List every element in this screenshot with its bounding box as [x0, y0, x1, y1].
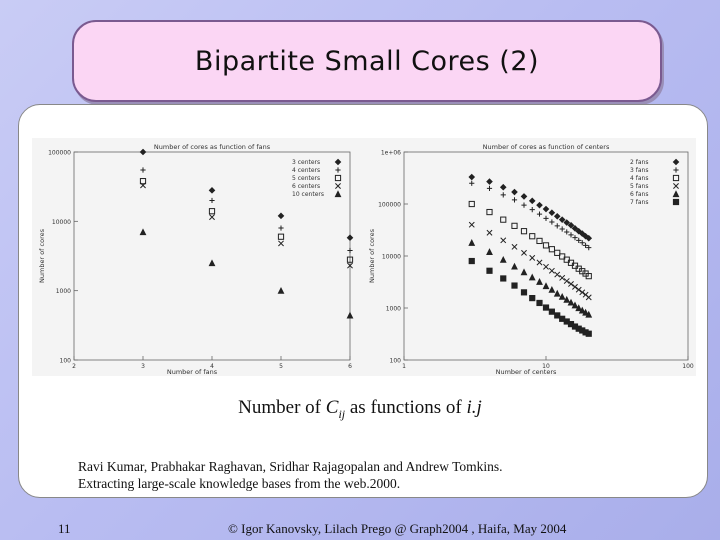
legend-label: 3 centers [292, 159, 321, 166]
data-point [521, 290, 526, 295]
y-tick-label: 1000 [55, 288, 71, 296]
x-axis-label: Number of centers [495, 368, 557, 376]
y-tick-label: 100000 [48, 149, 71, 157]
legend-marker [673, 199, 678, 204]
x-axis-label: Number of fans [166, 368, 218, 376]
legend-label: 4 centers [292, 167, 321, 174]
legend-label: 7 fans [630, 199, 649, 206]
data-point [512, 283, 517, 288]
footer-credit: © Igor Kanovsky, Lilach Prego @ Graph2004 , Haifa, May 2004 [228, 521, 567, 536]
y-tick-label: 1000 [385, 305, 401, 313]
slide-title: Bipartite Small Cores (2) [194, 45, 540, 77]
legend-label: 4 fans [630, 175, 649, 182]
legend-label: 10 centers [292, 191, 324, 198]
x-tick-label: 1 [402, 363, 406, 370]
data-point [555, 313, 560, 318]
data-point [549, 309, 554, 314]
x-tick-label: 4 [210, 363, 214, 370]
legend-label: 3 fans [630, 167, 649, 174]
y-tick-label: 1e+06 [380, 149, 401, 157]
data-point [530, 296, 535, 301]
legend-label: 5 centers [292, 175, 321, 182]
reference-citation [78, 458, 503, 492]
caption-tail: i.j [466, 397, 482, 418]
y-tick-label: 10000 [51, 218, 71, 226]
x-tick-label: 2 [72, 363, 76, 370]
figure-charts [32, 138, 696, 376]
legend-label: 6 centers [292, 183, 321, 190]
y-axis-label: Number of cores [368, 229, 376, 283]
data-point [469, 258, 474, 263]
x-tick-label: 5 [279, 363, 283, 370]
legend-label: 2 fans [630, 159, 649, 166]
data-point [487, 268, 492, 273]
figure-caption [0, 397, 720, 422]
caption-prefix: Number of [238, 397, 326, 418]
slide-number: 11 [58, 521, 71, 536]
y-tick-label: 100 [389, 357, 401, 365]
chart-title: Number of cores as function of fans [153, 143, 271, 151]
x-tick-label: 6 [348, 363, 352, 370]
y-axis-label: Number of cores [38, 229, 46, 283]
y-tick-label: 10000 [381, 253, 401, 261]
data-point [543, 305, 548, 310]
data-point [586, 331, 591, 336]
title-box [72, 20, 662, 102]
reference-line-1: Ravi Kumar, Prabhakar Raghavan, Sridhar Rajagopalan and Andrew Tomkins. [78, 459, 503, 474]
x-tick-label: 100 [682, 363, 694, 370]
data-point [501, 276, 506, 281]
reference-line-2: Extracting large-scale knowledge bases from the web.2000. [78, 476, 401, 491]
caption-suffix: as functions of [345, 397, 467, 418]
caption-sub: ij [338, 406, 346, 421]
figure-background [32, 138, 696, 376]
x-tick-label: 10 [542, 363, 550, 370]
y-tick-label: 100000 [378, 201, 401, 209]
caption-var: C [325, 397, 339, 418]
data-point [537, 300, 542, 305]
y-tick-label: 100 [59, 357, 71, 365]
x-tick-label: 3 [141, 363, 145, 370]
chart-title: Number of cores as function of centers [482, 143, 610, 151]
legend-label: 5 fans [630, 183, 649, 190]
legend-label: 6 fans [630, 191, 649, 198]
